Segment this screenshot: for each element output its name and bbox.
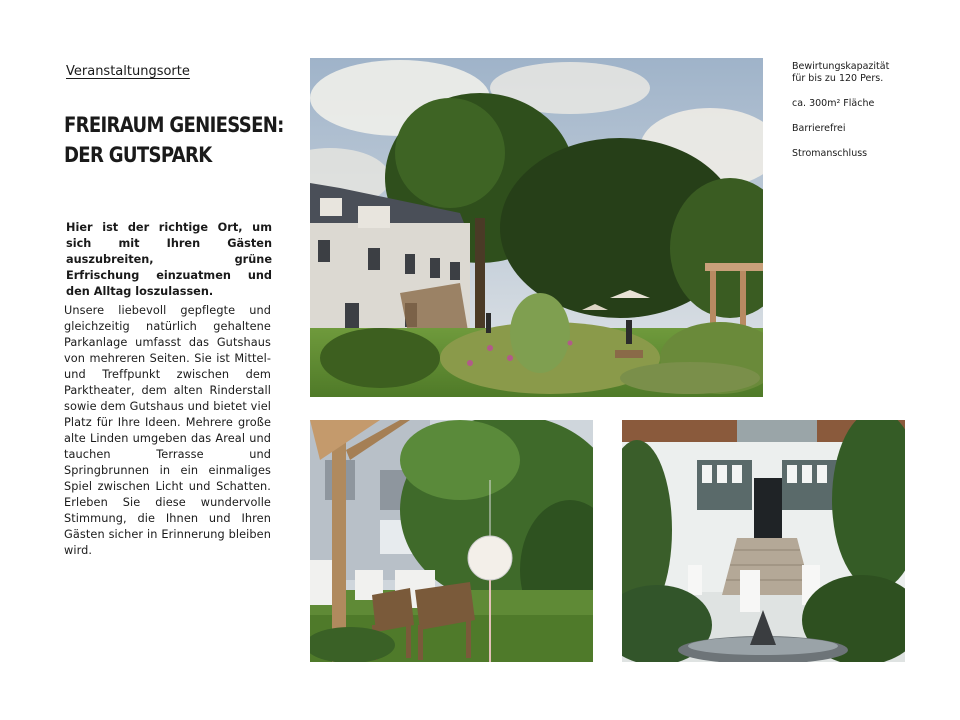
page-title: FREIRAUM GENIESSEN: DER GUTSPARK [64, 113, 284, 167]
photo-terrace-fountain [622, 420, 905, 662]
section-link-veranstaltungsorte[interactable]: Veranstaltungsorte [66, 64, 190, 79]
photo-garden-chairs [310, 420, 593, 662]
lead-paragraph: Hier ist der richtige Ort, um sich mit Ihren Gästen auszubreiten, grüne Erfrischung einzuatmen und den Alltag loszulassen. [66, 221, 272, 298]
fact-area: ca. 300m² Fläche [792, 98, 875, 109]
fact-capacity: Bewirtungskapazität für bis zu 120 Pers. [792, 61, 890, 84]
photo-manor-park [310, 58, 763, 397]
fact-power: Stromanschluss [792, 148, 868, 159]
body-paragraph: Unsere liebevoll gepflegte und gleichzeitig natürlich gehaltene Parkanlage umfasst das Gutshaus von mehreren Seiten. Sie ist Mittel- und Treffpunkt zwischen dem Parktheater, dem alten Rinderstall sowie dem Gutshaus und bietet viel Platz für Ihre Ideen. Mehrere große alte Linden umgeben das Areal und tauchen Terrasse und Springbrunnen in ein einmaliges Spiel zwischen Licht und Schatten. Erleben Sie diese wundervolle Stimmung, die Ihnen und Ihren Gästen sicher in Erinnerung bleiben wird. [64, 304, 271, 557]
facts-list [792, 61, 932, 173]
fact-accessibility: Barrierefrei [792, 123, 846, 134]
